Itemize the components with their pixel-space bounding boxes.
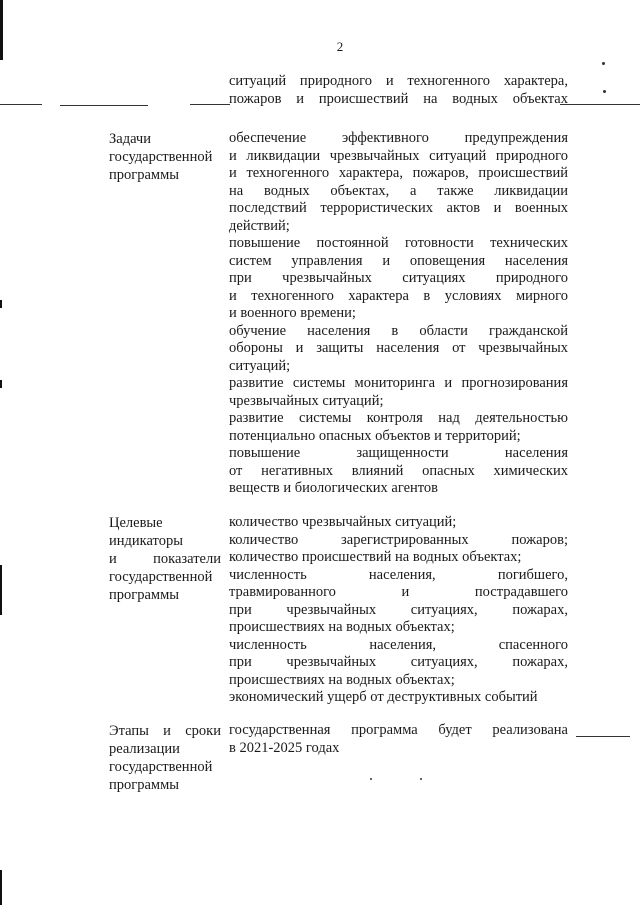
text-line: действий;: [229, 217, 290, 234]
text-line: обучение населения в области гражданской: [229, 322, 568, 339]
text-line: развитие системы контроля над деятельностью: [229, 410, 568, 426]
scan-rule: [0, 104, 42, 105]
text-line: последствий террористических актов и военных: [229, 200, 568, 216]
scan-speck: [420, 778, 422, 780]
scan-rule: [576, 736, 630, 737]
label-line: реализации: [109, 741, 180, 757]
text-line: и военного времени;: [229, 305, 356, 321]
label-line: Этапы и сроки: [109, 723, 221, 739]
text-line: при чрезвычайных ситуациях природного: [229, 270, 568, 286]
text-line: и ликвидации чрезвычайных ситуаций природного: [229, 147, 568, 164]
scan-speck: [370, 778, 372, 780]
text-line: от негативных влияний опасных химических: [229, 462, 568, 479]
scan-speck: [603, 90, 606, 93]
text-line: в 2021-2025 годах: [229, 739, 340, 756]
text-line: количество чрезвычайных ситуаций;: [229, 514, 457, 530]
text-line: травмированного и пострадавшего: [229, 584, 568, 600]
label-line: программы: [109, 167, 179, 183]
text-line: количество зарегистрированных пожаров;: [229, 531, 568, 548]
label-line: Целевые: [109, 515, 163, 531]
text-line: экономический ущерб от деструктивных событий: [229, 689, 538, 705]
text-line: на водных объектах, а также ликвидации: [229, 182, 568, 199]
text-line: численность населения, погибшего,: [229, 566, 568, 583]
page-number: 2: [336, 39, 344, 54]
text-line: повышение постоянной готовности технических: [229, 235, 568, 251]
label-line: государственной: [109, 569, 213, 585]
scan-edge-mark: [0, 300, 2, 308]
text-line: развитие системы мониторинга и прогнозирования: [229, 375, 568, 391]
text-line: происшествиях на водных объектах;: [229, 619, 455, 635]
text-line: потенциально опасных объектов и территорий;: [229, 427, 521, 444]
label-line: и показатели: [109, 551, 221, 567]
text-line: обороны и защиты населения от чрезвычайных: [229, 340, 568, 356]
text-line: и техногенного характера, пожаров, происшествий: [229, 165, 568, 181]
label-line: государственной: [109, 759, 213, 775]
text-line: повышение защищенности населения: [229, 445, 568, 461]
scan-edge-mark: [0, 565, 2, 615]
label-line: индикаторы: [109, 533, 183, 549]
scan-rule: [60, 105, 148, 106]
scan-rule: [190, 104, 230, 105]
text-line: пожаров и происшествий на водных объектах: [229, 90, 568, 107]
section-label-indicators: [109, 514, 221, 604]
text-line: государственная программа будет реализована: [229, 722, 568, 738]
text-line: систем управления и оповещения населения: [229, 252, 568, 269]
text-line: веществ и биологических агентов: [229, 480, 439, 496]
scan-edge-mark: [0, 380, 2, 388]
text-line: количество происшествий на водных объектах;: [229, 549, 522, 565]
continuation-text: [229, 73, 568, 108]
text-line: и техногенного характера в условиях мирного: [229, 287, 568, 304]
text-line: чрезвычайных ситуаций;: [229, 392, 384, 409]
section-content-tasks: [229, 130, 568, 498]
text-line: при чрезвычайных ситуациях, пожарах,: [229, 601, 568, 618]
label-line: Задачи: [109, 131, 151, 147]
label-line: программы: [109, 587, 179, 603]
label-line: государственной: [109, 149, 213, 165]
scan-speck: [602, 62, 605, 65]
scan-edge-mark: [0, 870, 2, 905]
text-line: при чрезвычайных ситуациях, пожарах,: [229, 654, 568, 670]
section-content-indicators: [229, 514, 568, 707]
scan-rule: [560, 104, 640, 105]
text-line: численность населения, спасенного: [229, 636, 568, 653]
section-label-stages: [109, 722, 221, 794]
text-line: происшествиях на водных объектах;: [229, 671, 455, 688]
section-content-stages: [229, 722, 568, 757]
section-label-tasks: [109, 130, 221, 184]
label-line: программы: [109, 777, 179, 793]
text-line: ситуаций природного и техногенного характера,: [229, 73, 568, 89]
text-line: ситуаций;: [229, 357, 291, 374]
text-line: обеспечение эффективного предупреждения: [229, 130, 568, 146]
